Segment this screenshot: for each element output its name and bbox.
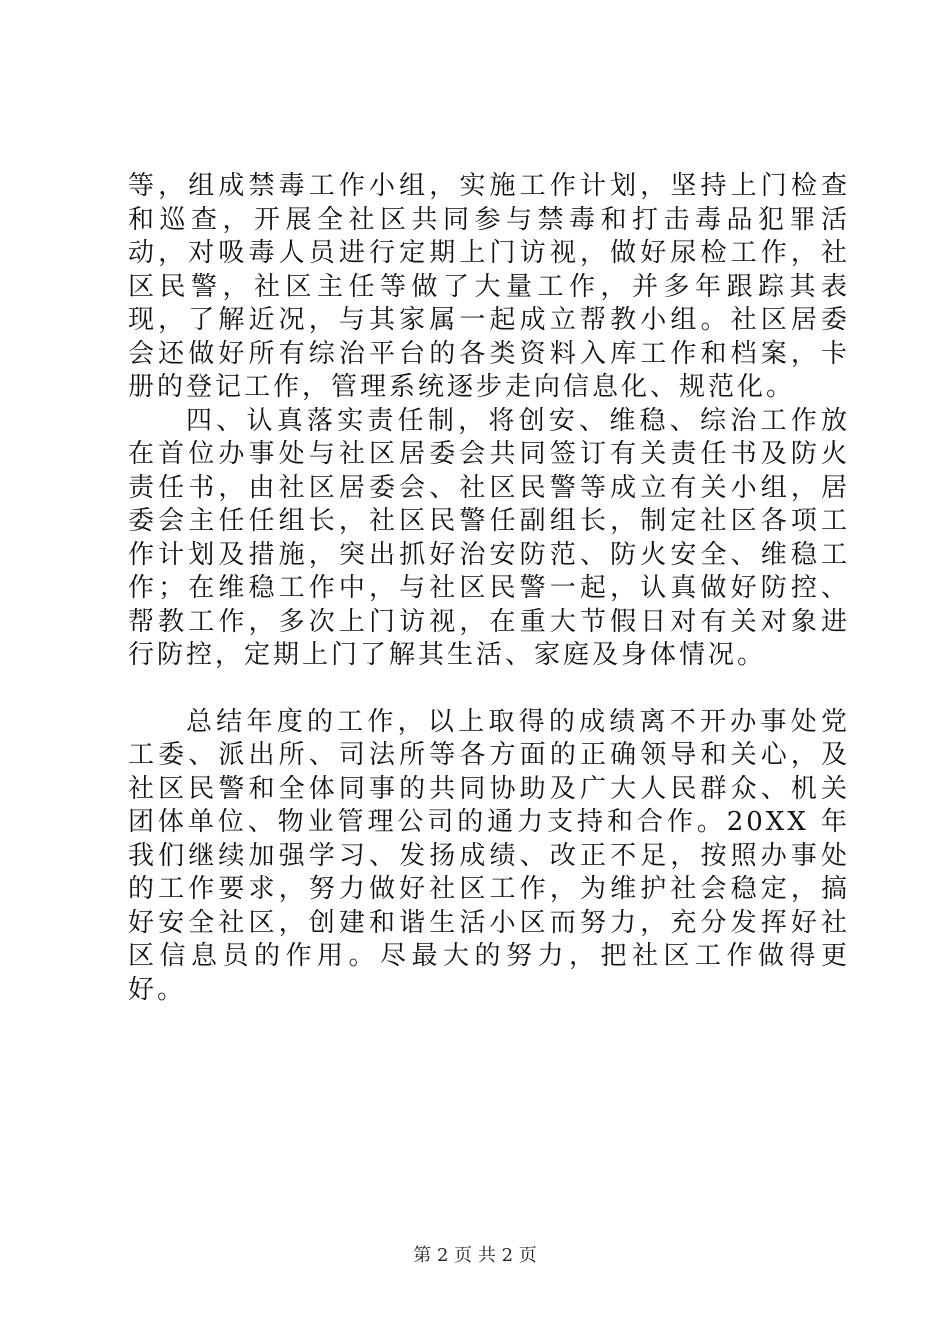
- page-footer: 第 2 页 共 2 页: [413, 1245, 537, 1266]
- document-body: [128, 170, 850, 1007]
- paragraph-continuation: 等，组成禁毒工作小组，实施工作计划，坚持上门检查和巡查，开展全社区共同参与禁毒和打击毒品犯罪活动，对吸毒人员进行定期上门访视，做好尿检工作，社区民警，社区主任等做了大量工作，并多年跟踪其表现，了解近况，与其家属一起成立帮教小组。社区居委会还做好所有综治平台的各类资料入库工作和档案，卡册的登记工作，管理系统逐步走向信息化、规范化。: [128, 171, 850, 402]
- paragraph-responsibility-system: 四、认真落实责任制，将创安、维稳、综治工作放在首位办事处与社区居委会共同签订有关责任书及防火责任书，由社区居委会、社区民警等成立有关小组，居委会主任任组长，社区民警任副组长，制定社区各项工作计划及措施，突出抓好治安防范、防火安全、维稳工作；在维稳工作中，与社区民警一起，认真做好防控、帮教工作，多次上门访视，在重大节假日对有关对象进行防控，定期上门了解其生活、家庭及身体情况。: [128, 405, 850, 670]
- paragraph-gap: [128, 673, 850, 706]
- paragraph-annual-summary: 总结年度的工作，以上取得的成绩离不开办事处党工委、派出所、司法所等各方面的正确领导和关心，及社区民警和全体同事的共同协助及广大人民群众、机关团体单位、物业管理公司的通力支持和合作。20XX 年我们继续加强学习、发扬成绩、改正不足，按照办事处的工作要求，努力做好社区工作，为维护社会稳定，搞好安全社区，创建和谐生活小区而努力，充分发挥好社区信息员的作用。尽最大的努力，把社区工作做得更好。: [128, 706, 850, 1005]
